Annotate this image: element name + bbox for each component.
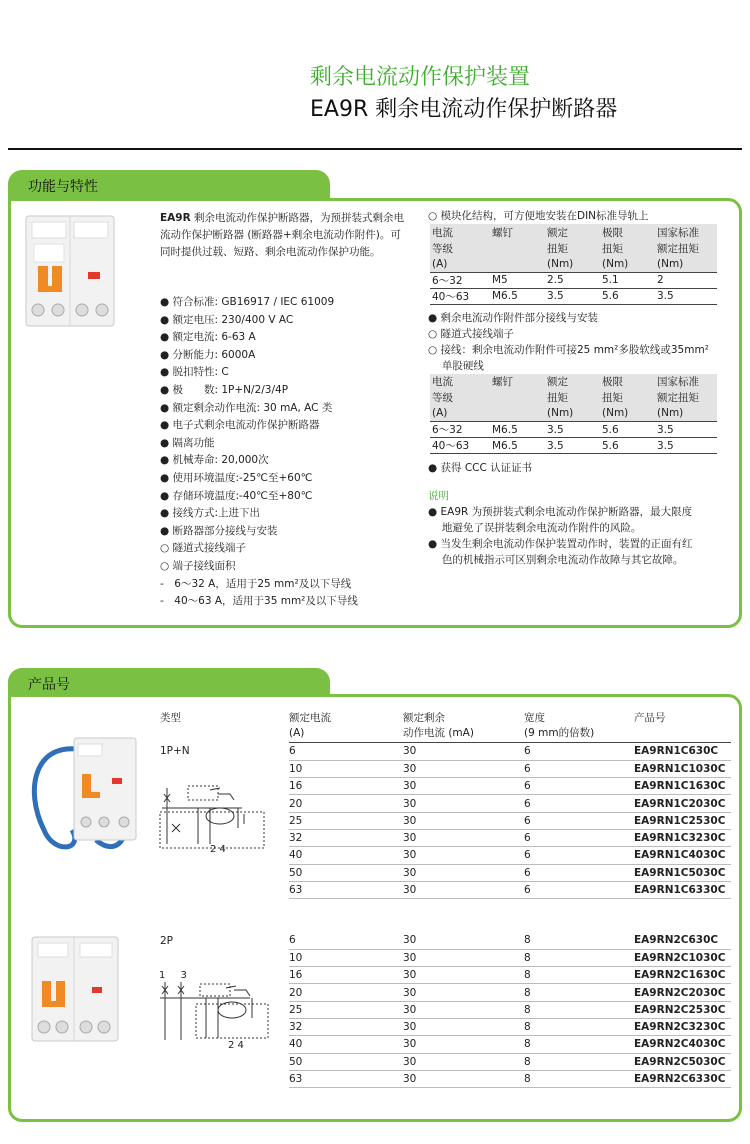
torque-cell: M6.5 (490, 288, 545, 304)
product-cell: 10 (289, 949, 403, 966)
product-cell: 25 (289, 1001, 403, 1018)
products-tab-label: 产品号 (28, 677, 70, 693)
feature-item: - 40～63 A，适用于35 mm²及以下导线 (160, 595, 358, 608)
features-tab-label: 功能与特性 (28, 179, 98, 195)
ccc-line: ● 获得 CCC 认证证书 (428, 462, 533, 474)
header-rule (8, 148, 742, 150)
torque-row (430, 422, 717, 438)
product-row (289, 1070, 731, 1087)
product-cell: 32 (289, 829, 403, 846)
product-cell: 8 (524, 1018, 634, 1035)
product-cell: 30 (403, 795, 524, 812)
feature-item: ● 符合标准: GB16917 / IEC 61009 (160, 296, 335, 308)
note-line: 色的机械指示可区别剩余电流动作故障与其它故障。 (428, 554, 684, 566)
product-cell: 6 (524, 778, 634, 795)
torque-cell: 6～32 (430, 272, 490, 288)
torque-header-cell: (A) (430, 256, 490, 272)
product-cell: 50 (289, 1053, 403, 1070)
breaker-2p-image (30, 935, 120, 1043)
breaker-with-wire-image (24, 730, 146, 862)
product-cell: 63 (289, 881, 403, 898)
note-line: ● 当发生剩余电流动作保护装置动作时，装置的正面有红 (428, 538, 693, 550)
product-row (289, 795, 731, 812)
product-cell: 8 (524, 932, 634, 949)
torque-cell: 2.5 (545, 272, 600, 288)
torque-cell: 5.1 (600, 272, 655, 288)
product-cell: 6 (524, 812, 634, 829)
torque-row (430, 288, 717, 304)
intro-text (160, 210, 410, 261)
product-cell: 32 (289, 1018, 403, 1035)
feature-item: ○ 隧道式接线端子 (160, 542, 246, 555)
product-ref: EA9RN1C1630C (634, 778, 731, 795)
torque-cell: M6.5 (490, 438, 545, 454)
feature-item: ● 极 数: 1P+N/2/3/4P (160, 383, 289, 396)
product-cell: 6 (524, 795, 634, 812)
product-cell: 30 (403, 743, 524, 760)
product-cell: 30 (403, 1070, 524, 1087)
torque-table-breaker (430, 224, 717, 305)
torque-header-cell: 额定 (545, 224, 600, 240)
accessory-lines (428, 310, 728, 374)
product-cell: 6 (289, 743, 403, 760)
col-current-unit: (A) (289, 727, 305, 739)
torque-table-accessory (430, 374, 717, 455)
product-cell: 30 (403, 778, 524, 795)
col-width-label: 宽度 (524, 712, 545, 724)
torque-header-cell: 等级 (430, 390, 490, 406)
torque-cell: 3.5 (545, 422, 600, 438)
torque-header-cell: 电流 (430, 374, 490, 390)
product-ref: EA9RN1C4030C (634, 847, 731, 864)
feature-item: ● 额定剩余动作电流: 30 mA, AC 类 (160, 401, 333, 414)
torque-header-row (430, 374, 717, 390)
torque-header-cell (490, 240, 545, 256)
product-row (289, 949, 731, 966)
col-current-header (289, 711, 331, 741)
torque-header-cell: 极限 (600, 224, 655, 240)
torque-header-row (430, 390, 717, 406)
torque-header-row (430, 240, 717, 256)
intro-body: 剩余电流动作保护断路器，为预拼装式剩余电流动作保护断路器 (断路器+剩余电流动作附件)。可同时提供过载、短路、剩余电流动作保护功能。 (160, 212, 405, 258)
product-ref: EA9RN2C1630C (634, 967, 731, 984)
col-current-label: 额定电流 (289, 712, 331, 724)
product-cell: 40 (289, 847, 403, 864)
product-row (289, 760, 731, 777)
product-cell: 6 (524, 760, 634, 777)
product-row (289, 881, 731, 898)
torque-cell: 3.5 (655, 422, 717, 438)
torque-header-cell: (Nm) (545, 256, 600, 272)
feature-item: ● 使用环境温度:-25℃至+60℃ (160, 471, 313, 484)
product-ref: EA9RN2C3230C (634, 1018, 731, 1035)
product-cell: 30 (403, 1053, 524, 1070)
col-ref-header: 产品号 (634, 712, 666, 724)
product-cell: 6 (289, 932, 403, 949)
product-cell: 30 (403, 864, 524, 881)
product-row (289, 1036, 731, 1053)
torque-header-cell (490, 256, 545, 272)
product-ref: EA9RN1C1030C (634, 760, 731, 777)
product-cell: 8 (524, 1070, 634, 1087)
product-cell: 30 (403, 1036, 524, 1053)
product-row (289, 932, 731, 949)
product-cell: 16 (289, 778, 403, 795)
product-cell: 50 (289, 864, 403, 881)
torque-header-cell: 扭矩 (600, 390, 655, 406)
col-width-unit: (9 mm的倍数) (524, 727, 595, 739)
wiring-terminal-label-1: 2 4 (210, 844, 226, 855)
group1-type: 1P+N (160, 745, 190, 757)
feature-item: ● 隔离功能 (160, 436, 215, 449)
product-cell: 30 (403, 829, 524, 846)
torque-header-cell: 国家标准 (655, 224, 717, 240)
col-residual-label: 额定剩余 (403, 712, 445, 724)
product-cell: 6 (524, 743, 634, 760)
torque-cell: 5.6 (600, 288, 655, 304)
torque-row (430, 272, 717, 288)
torque-cell: 3.5 (545, 438, 600, 454)
product-cell: 30 (403, 984, 524, 1001)
product-cell: 6 (524, 864, 634, 881)
product-cell: 8 (524, 1036, 634, 1053)
breaker-product-image (24, 214, 116, 328)
product-cell: 30 (403, 812, 524, 829)
page-subtitle: 剩余电流动作保护装置 (310, 65, 531, 90)
product-ref: EA9RN2C2530C (634, 1001, 731, 1018)
product-row (289, 847, 731, 864)
intro-brand: EA9R (160, 212, 191, 224)
wiring-terminal-label-2top: 1 3 (159, 970, 193, 981)
product-cell: 10 (289, 760, 403, 777)
torque-row (430, 438, 717, 454)
product-cell: 25 (289, 812, 403, 829)
torque-header-row (430, 224, 717, 240)
accessory-line: ○ 隧道式接线端子 (428, 327, 514, 340)
notes (428, 504, 728, 568)
product-row (289, 1018, 731, 1035)
feature-item: ● 脱扣特性: C (160, 366, 229, 379)
product-table-1p-n (289, 743, 731, 899)
col-type-header: 类型 (160, 712, 181, 724)
torque-header-cell: 扭矩 (545, 390, 600, 406)
feature-item: - 6～32 A，适用于25 mm²及以下导线 (160, 577, 352, 590)
product-cell: 63 (289, 1070, 403, 1087)
torque-header-cell: 螺钉 (490, 224, 545, 240)
torque-cell: M5 (490, 272, 545, 288)
product-cell: 30 (403, 760, 524, 777)
torque-header-cell: (A) (430, 406, 490, 422)
torque-cell: 6～32 (430, 422, 490, 438)
page-title: EA9R 剩余电流动作保护断路器 (310, 97, 618, 122)
torque-header-cell: 额定 (545, 374, 600, 390)
specs-column (428, 208, 728, 568)
col-width-header (524, 711, 594, 741)
product-cell: 8 (524, 949, 634, 966)
product-cell: 8 (524, 1001, 634, 1018)
feature-list (160, 294, 420, 611)
product-ref: EA9RN1C6330C (634, 881, 731, 898)
feature-item: ● 额定电流: 6-63 A (160, 331, 256, 344)
product-cell: 20 (289, 984, 403, 1001)
torque-cell: 3.5 (655, 438, 717, 454)
torque-cell: 5.6 (600, 438, 655, 454)
product-ref: EA9RN1C5030C (634, 864, 731, 881)
torque-header-cell: 螺钉 (490, 374, 545, 390)
product-ref: EA9RN2C1030C (634, 949, 731, 966)
product-cell: 6 (524, 829, 634, 846)
product-cell: 16 (289, 967, 403, 984)
torque-header-cell: (Nm) (655, 256, 717, 272)
product-row (289, 743, 731, 760)
product-row (289, 829, 731, 846)
torque-cell: 2 (655, 272, 717, 288)
torque-cell: M6.5 (490, 422, 545, 438)
product-cell: 30 (403, 967, 524, 984)
note-line: 地避免了误拼装剩余电流动作附件的风险。 (428, 522, 642, 534)
product-row (289, 1001, 731, 1018)
feature-item: ● 分断能力: 6000A (160, 348, 256, 361)
accessory-line: 单股硬线 (428, 359, 484, 372)
torque-header-row (430, 256, 717, 272)
feature-item: ● 断路器部分接线与安装 (160, 524, 278, 537)
torque-header-cell (490, 390, 545, 406)
accessory-line: ● 剩余电流动作附件部分接线与安装 (428, 311, 598, 324)
feature-item: ● 电子式剩余电流动作保护断路器 (160, 419, 320, 432)
torque-header-cell: 扭矩 (545, 240, 600, 256)
torque-header-row (430, 406, 717, 422)
col-residual-header (403, 711, 474, 741)
wiring-diagram-2p (156, 982, 272, 1044)
torque-header-cell: 额定扭矩 (655, 240, 717, 256)
features-tab (8, 170, 330, 200)
product-cell: 6 (524, 847, 634, 864)
torque-cell: 3.5 (655, 288, 717, 304)
product-cell: 8 (524, 967, 634, 984)
feature-item: ● 机械寿命: 20,000次 (160, 454, 269, 467)
note-title: 说明 (428, 490, 449, 502)
note-line: ● EA9R 为预拼装式剩余电流动作保护断路器，最大限度 (428, 506, 693, 518)
torque-header-cell: (Nm) (545, 406, 600, 422)
torque-header-cell: (Nm) (655, 406, 717, 422)
col-residual-unit: 动作电流 (mA) (403, 727, 474, 739)
product-ref: EA9RN2C5030C (634, 1053, 731, 1070)
product-cell: 6 (524, 881, 634, 898)
product-row (289, 812, 731, 829)
product-cell: 40 (289, 1036, 403, 1053)
product-ref: EA9RN1C2030C (634, 795, 731, 812)
feature-item: ● 存储环境温度:-40℃至+80℃ (160, 489, 313, 502)
feature-item: ● 接线方式:上进下出 (160, 507, 261, 520)
torque-cell: 3.5 (545, 288, 600, 304)
product-cell: 30 (403, 932, 524, 949)
group2-type: 2P (160, 935, 174, 947)
product-row (289, 967, 731, 984)
product-cell: 30 (403, 847, 524, 864)
torque-header-cell: 额定扭矩 (655, 390, 717, 406)
product-ref: EA9RN2C4030C (634, 1036, 731, 1053)
feature-item: ○ 端子接线面积 (160, 559, 236, 572)
product-row (289, 1053, 731, 1070)
product-ref: EA9RN2C6330C (634, 1070, 731, 1087)
torque-cell: 40～63 (430, 288, 490, 304)
product-ref: EA9RN2C630C (634, 932, 731, 949)
product-ref: EA9RN1C3230C (634, 829, 731, 846)
product-cell: 30 (403, 881, 524, 898)
torque-cell: 40～63 (430, 438, 490, 454)
torque-cell: 5.6 (600, 422, 655, 438)
product-ref: EA9RN2C2030C (634, 984, 731, 1001)
product-cell: 30 (403, 949, 524, 966)
accessory-line: ○ 接线：剩余电流动作附件可接25 mm²多股软线或35mm² (428, 343, 709, 356)
product-cell: 30 (403, 1001, 524, 1018)
feature-item: ● 额定电压: 230/400 V AC (160, 313, 294, 326)
product-cell: 30 (403, 1018, 524, 1035)
product-cell: 8 (524, 984, 634, 1001)
product-row (289, 984, 731, 1001)
torque-header-cell (490, 406, 545, 422)
torque-header-cell: 扭矩 (600, 240, 655, 256)
torque-header-cell: 等级 (430, 240, 490, 256)
torque-header-cell: 国家标准 (655, 374, 717, 390)
product-row (289, 778, 731, 795)
wiring-terminal-label-2: 2 4 (228, 1040, 244, 1051)
product-ref: EA9RN1C2530C (634, 812, 731, 829)
product-ref: EA9RN1C630C (634, 743, 731, 760)
product-cell: 20 (289, 795, 403, 812)
torque-header-cell: (Nm) (600, 406, 655, 422)
product-table-2p (289, 932, 731, 1088)
torque-header-cell: 电流 (430, 224, 490, 240)
product-row (289, 864, 731, 881)
torque-header-cell: 极限 (600, 374, 655, 390)
product-cell: 8 (524, 1053, 634, 1070)
modular-line: ○ 模块化结构，可方便地安装在DIN标准导轨上 (428, 210, 649, 222)
torque-header-cell: (Nm) (600, 256, 655, 272)
